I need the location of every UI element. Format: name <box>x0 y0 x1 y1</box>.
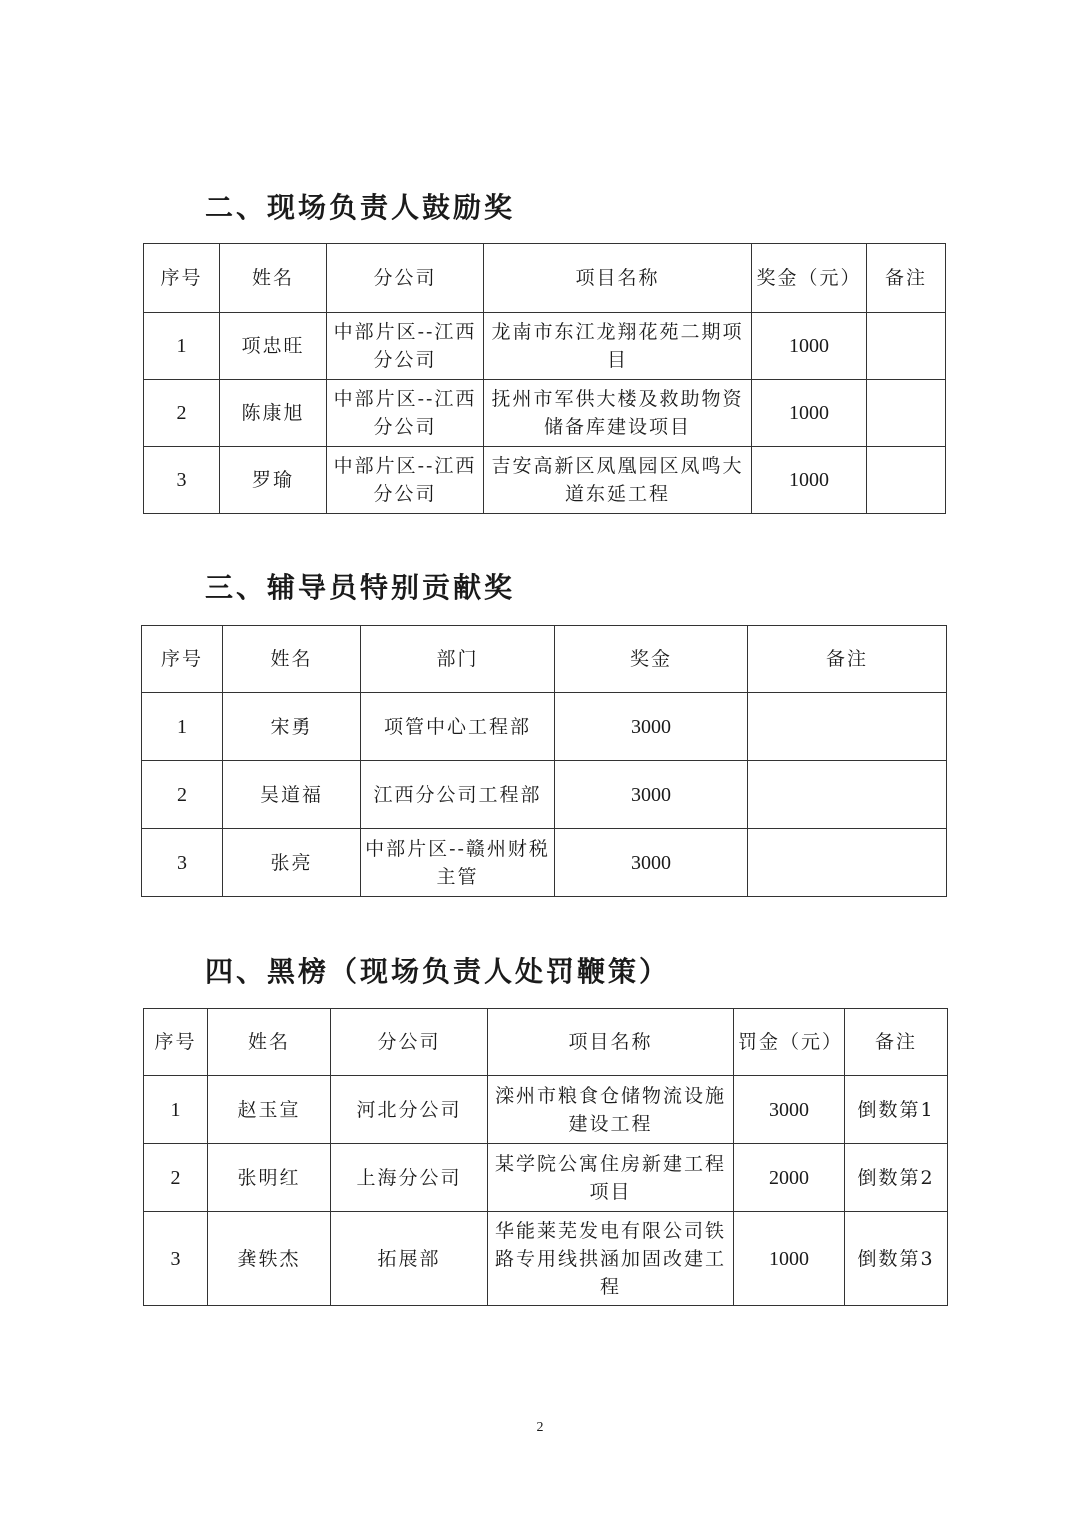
header-cell: 罚金（元） <box>734 1009 845 1076</box>
table-cell: 滦州市粮食仓储物流设施建设工程 <box>488 1076 734 1144</box>
table-cell: 河北分公司 <box>331 1076 488 1144</box>
table-cell <box>748 761 947 829</box>
encouragement-award-table <box>143 243 946 514</box>
table-cell: 中部片区--江西分公司 <box>327 313 484 380</box>
table-cell: 拓展部 <box>331 1212 488 1306</box>
table-cell: 罗瑜 <box>220 447 327 514</box>
header-cell: 分公司 <box>327 244 484 313</box>
header-cell: 奖金 <box>555 626 748 693</box>
table-row <box>144 1076 948 1144</box>
section-3-title: 三、辅导员特别贡献奖 <box>205 571 516 604</box>
header-cell: 备注 <box>867 244 946 313</box>
table-cell: 2000 <box>734 1144 845 1212</box>
table-cell: 中部片区--赣州财税主管 <box>361 829 555 897</box>
table-cell: 3000 <box>734 1076 845 1144</box>
table-cell: 1000 <box>752 447 867 514</box>
header-cell: 姓名 <box>208 1009 331 1076</box>
table-cell: 1 <box>144 1076 208 1144</box>
table-cell: 1 <box>142 693 223 761</box>
table-cell: 龙南市东江龙翔花苑二期项目 <box>484 313 752 380</box>
table-row <box>142 693 947 761</box>
table-cell: 吉安高新区凤凰园区凤鸣大道东延工程 <box>484 447 752 514</box>
table-cell <box>748 829 947 897</box>
table-cell: 1000 <box>752 380 867 447</box>
table-cell <box>867 380 946 447</box>
table-cell: 龚轶杰 <box>208 1212 331 1306</box>
table-cell: 项忠旺 <box>220 313 327 380</box>
table-row <box>144 313 946 380</box>
table-row <box>142 761 947 829</box>
table-cell: 1 <box>144 313 220 380</box>
table-cell: 2 <box>142 761 223 829</box>
table-cell: 1000 <box>734 1212 845 1306</box>
table-cell <box>748 693 947 761</box>
header-cell: 序号 <box>142 626 223 693</box>
table-cell: 张亮 <box>223 829 361 897</box>
table-cell: 倒数第3 <box>845 1212 948 1306</box>
table-cell <box>867 447 946 514</box>
header-cell: 项目名称 <box>488 1009 734 1076</box>
header-cell: 部门 <box>361 626 555 693</box>
table-cell: 2 <box>144 1144 208 1212</box>
table-cell: 3000 <box>555 761 748 829</box>
table-cell: 项管中心工程部 <box>361 693 555 761</box>
table-cell: 陈康旭 <box>220 380 327 447</box>
header-cell: 序号 <box>144 1009 208 1076</box>
table-row <box>142 829 947 897</box>
table-cell: 倒数第1 <box>845 1076 948 1144</box>
table-cell <box>867 313 946 380</box>
table-cell: 3 <box>144 447 220 514</box>
header-cell: 备注 <box>845 1009 948 1076</box>
header-cell: 分公司 <box>331 1009 488 1076</box>
table-cell: 中部片区--江西分公司 <box>327 380 484 447</box>
table-row <box>144 1212 948 1306</box>
header-cell: 备注 <box>748 626 947 693</box>
header-cell: 奖金（元） <box>752 244 867 313</box>
table-header-row <box>144 1009 948 1076</box>
table-row <box>144 380 946 447</box>
table-cell: 某学院公寓住房新建工程项目 <box>488 1144 734 1212</box>
table-cell: 中部片区--江西分公司 <box>327 447 484 514</box>
table-cell: 赵玉宣 <box>208 1076 331 1144</box>
table-cell: 3 <box>142 829 223 897</box>
counselor-award-table <box>141 625 947 897</box>
table-header-row <box>142 626 947 693</box>
table-cell: 张明红 <box>208 1144 331 1212</box>
page-number: 2 <box>536 1420 544 1435</box>
table-row <box>144 1144 948 1212</box>
blacklist-table <box>143 1008 948 1306</box>
table-cell: 抚州市军供大楼及救助物资储备库建设项目 <box>484 380 752 447</box>
table-header-row <box>144 244 946 313</box>
section-4-title: 四、黑榜（现场负责人处罚鞭策） <box>205 955 671 988</box>
table-cell: 1000 <box>752 313 867 380</box>
table-cell: 2 <box>144 380 220 447</box>
table-cell: 3 <box>144 1212 208 1306</box>
table-cell: 3000 <box>555 693 748 761</box>
table-cell: 倒数第2 <box>845 1144 948 1212</box>
table-cell: 华能莱芜发电有限公司铁路专用线拱涵加固改建工程 <box>488 1212 734 1306</box>
table-cell: 上海分公司 <box>331 1144 488 1212</box>
header-cell: 姓名 <box>223 626 361 693</box>
header-cell: 序号 <box>144 244 220 313</box>
table-cell: 江西分公司工程部 <box>361 761 555 829</box>
table-cell: 吴道福 <box>223 761 361 829</box>
header-cell: 项目名称 <box>484 244 752 313</box>
section-2-title: 二、现场负责人鼓励奖 <box>205 191 516 224</box>
table-cell: 宋勇 <box>223 693 361 761</box>
table-cell: 3000 <box>555 829 748 897</box>
header-cell: 姓名 <box>220 244 327 313</box>
table-row <box>144 447 946 514</box>
